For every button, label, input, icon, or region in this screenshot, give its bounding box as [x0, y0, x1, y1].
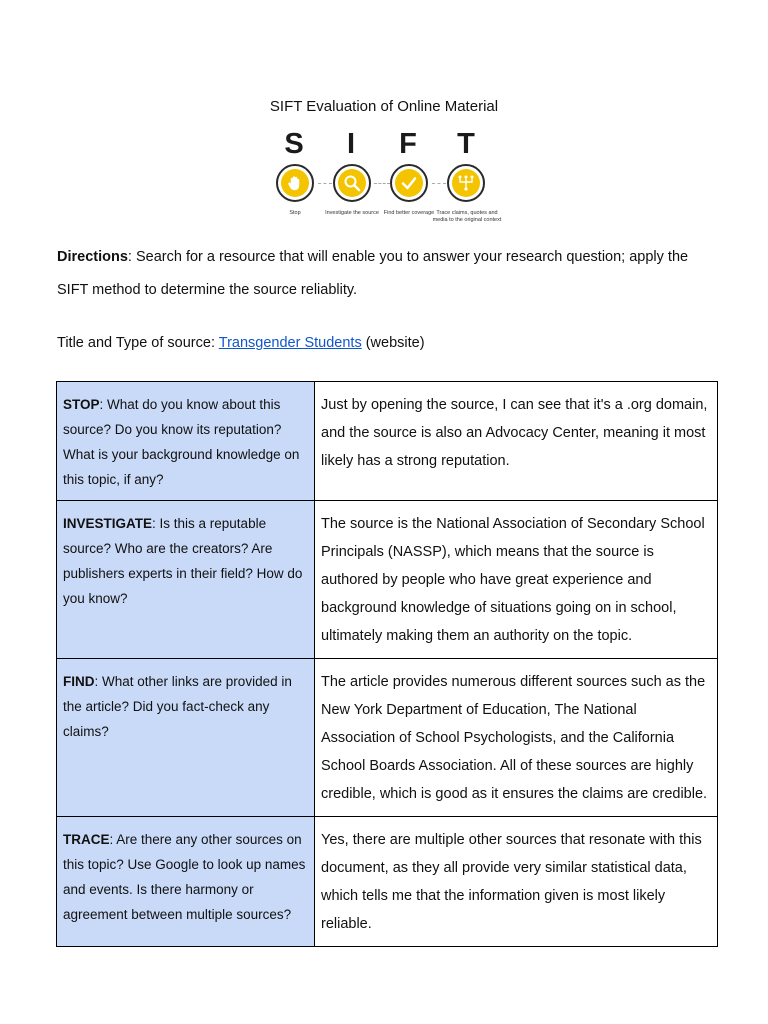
source-link[interactable]: Transgender Students — [218, 335, 362, 351]
sift-letter-s: S — [284, 128, 304, 160]
connector-line — [432, 183, 446, 184]
stop-step — [276, 164, 314, 202]
find-answer-cell: The article provides numerous different sources such as the New York Department of Education, The National Association of School Psychologists, and the California School Boards Association. All of these sources are highly credible, which is good as it ensures the claims are credible. — [315, 659, 718, 817]
stop-answer-cell: Just by opening the source, I can see that it's a .org domain, and the source is also an Advocacy Center, meaning it most likely has a strong reputation. — [315, 382, 718, 501]
table-row — [57, 501, 718, 659]
find-step — [390, 164, 428, 202]
sift-table — [56, 381, 718, 947]
sift-letter-t: T — [457, 128, 475, 160]
trace-question-cell — [57, 817, 315, 947]
connector-line — [374, 183, 390, 184]
investigate-answer-cell: The source is the National Association of Secondary School Principals (NASSP), which means that the source is authored by people who have great experience and background knowledge of situations going on in school, ultimately making them an authority on the topic. — [315, 501, 718, 659]
find-question-cell — [57, 659, 315, 817]
checkmark-icon — [400, 174, 418, 192]
sift-letters — [0, 128, 768, 164]
directions-text: : Search for a resource that will enable you to answer your research question; apply the SIFT method to determine the source reliablity. — [57, 249, 689, 298]
sift-icon-row — [0, 164, 768, 206]
row-question: : Is this a reputable source? Who are the creators? Are publishers experts in their field? How do you know? — [63, 516, 303, 606]
investigate-question-cell — [57, 501, 315, 659]
row-question: : What do you know about this source? Do you know its reputation? What is your background knowledge on this topic, if any? — [63, 397, 300, 487]
row-label: TRACE — [63, 832, 110, 847]
directions-label: Directions — [57, 249, 128, 265]
table-row — [57, 659, 718, 817]
stop-question-cell — [57, 382, 315, 501]
hand-icon — [286, 174, 304, 192]
sift-letter-f: F — [399, 128, 417, 160]
source-type: (website) — [361, 335, 425, 351]
connector-line — [318, 183, 332, 184]
magnifier-icon — [343, 174, 361, 192]
table-row — [57, 817, 718, 947]
trace-step — [447, 164, 485, 202]
row-question: : Are there any other sources on this topic? Use Google to look up names and events. Is there harmony or agreement between multiple sources? — [63, 832, 306, 922]
row-label: FIND — [63, 674, 95, 689]
caption-investigate: Investigate the source — [325, 210, 379, 216]
caption-find: Find better coverage — [383, 210, 435, 216]
row-question: : What other links are provided in the article? Did you fact-check any claims? — [63, 674, 292, 739]
caption-trace: Trace claims, quotes and media to the original context — [432, 210, 502, 223]
source-line — [57, 327, 697, 360]
row-label: STOP — [63, 397, 100, 412]
sift-captions — [0, 210, 768, 234]
caption-stop: Stop — [289, 210, 301, 216]
directions-paragraph — [57, 241, 697, 307]
row-label: INVESTIGATE — [63, 516, 153, 531]
trace-tree-icon — [457, 174, 475, 192]
source-label: Title and Type of source: — [57, 335, 219, 351]
investigate-step — [333, 164, 371, 202]
sift-letter-i: I — [346, 128, 356, 160]
page-title: SIFT Evaluation of Online Material — [269, 98, 499, 115]
trace-answer-cell: Yes, there are multiple other sources that resonate with this document, as they all provide very similar statistical data, which tells me that the information given is most likely reliable. — [315, 817, 718, 947]
table-row — [57, 382, 718, 501]
